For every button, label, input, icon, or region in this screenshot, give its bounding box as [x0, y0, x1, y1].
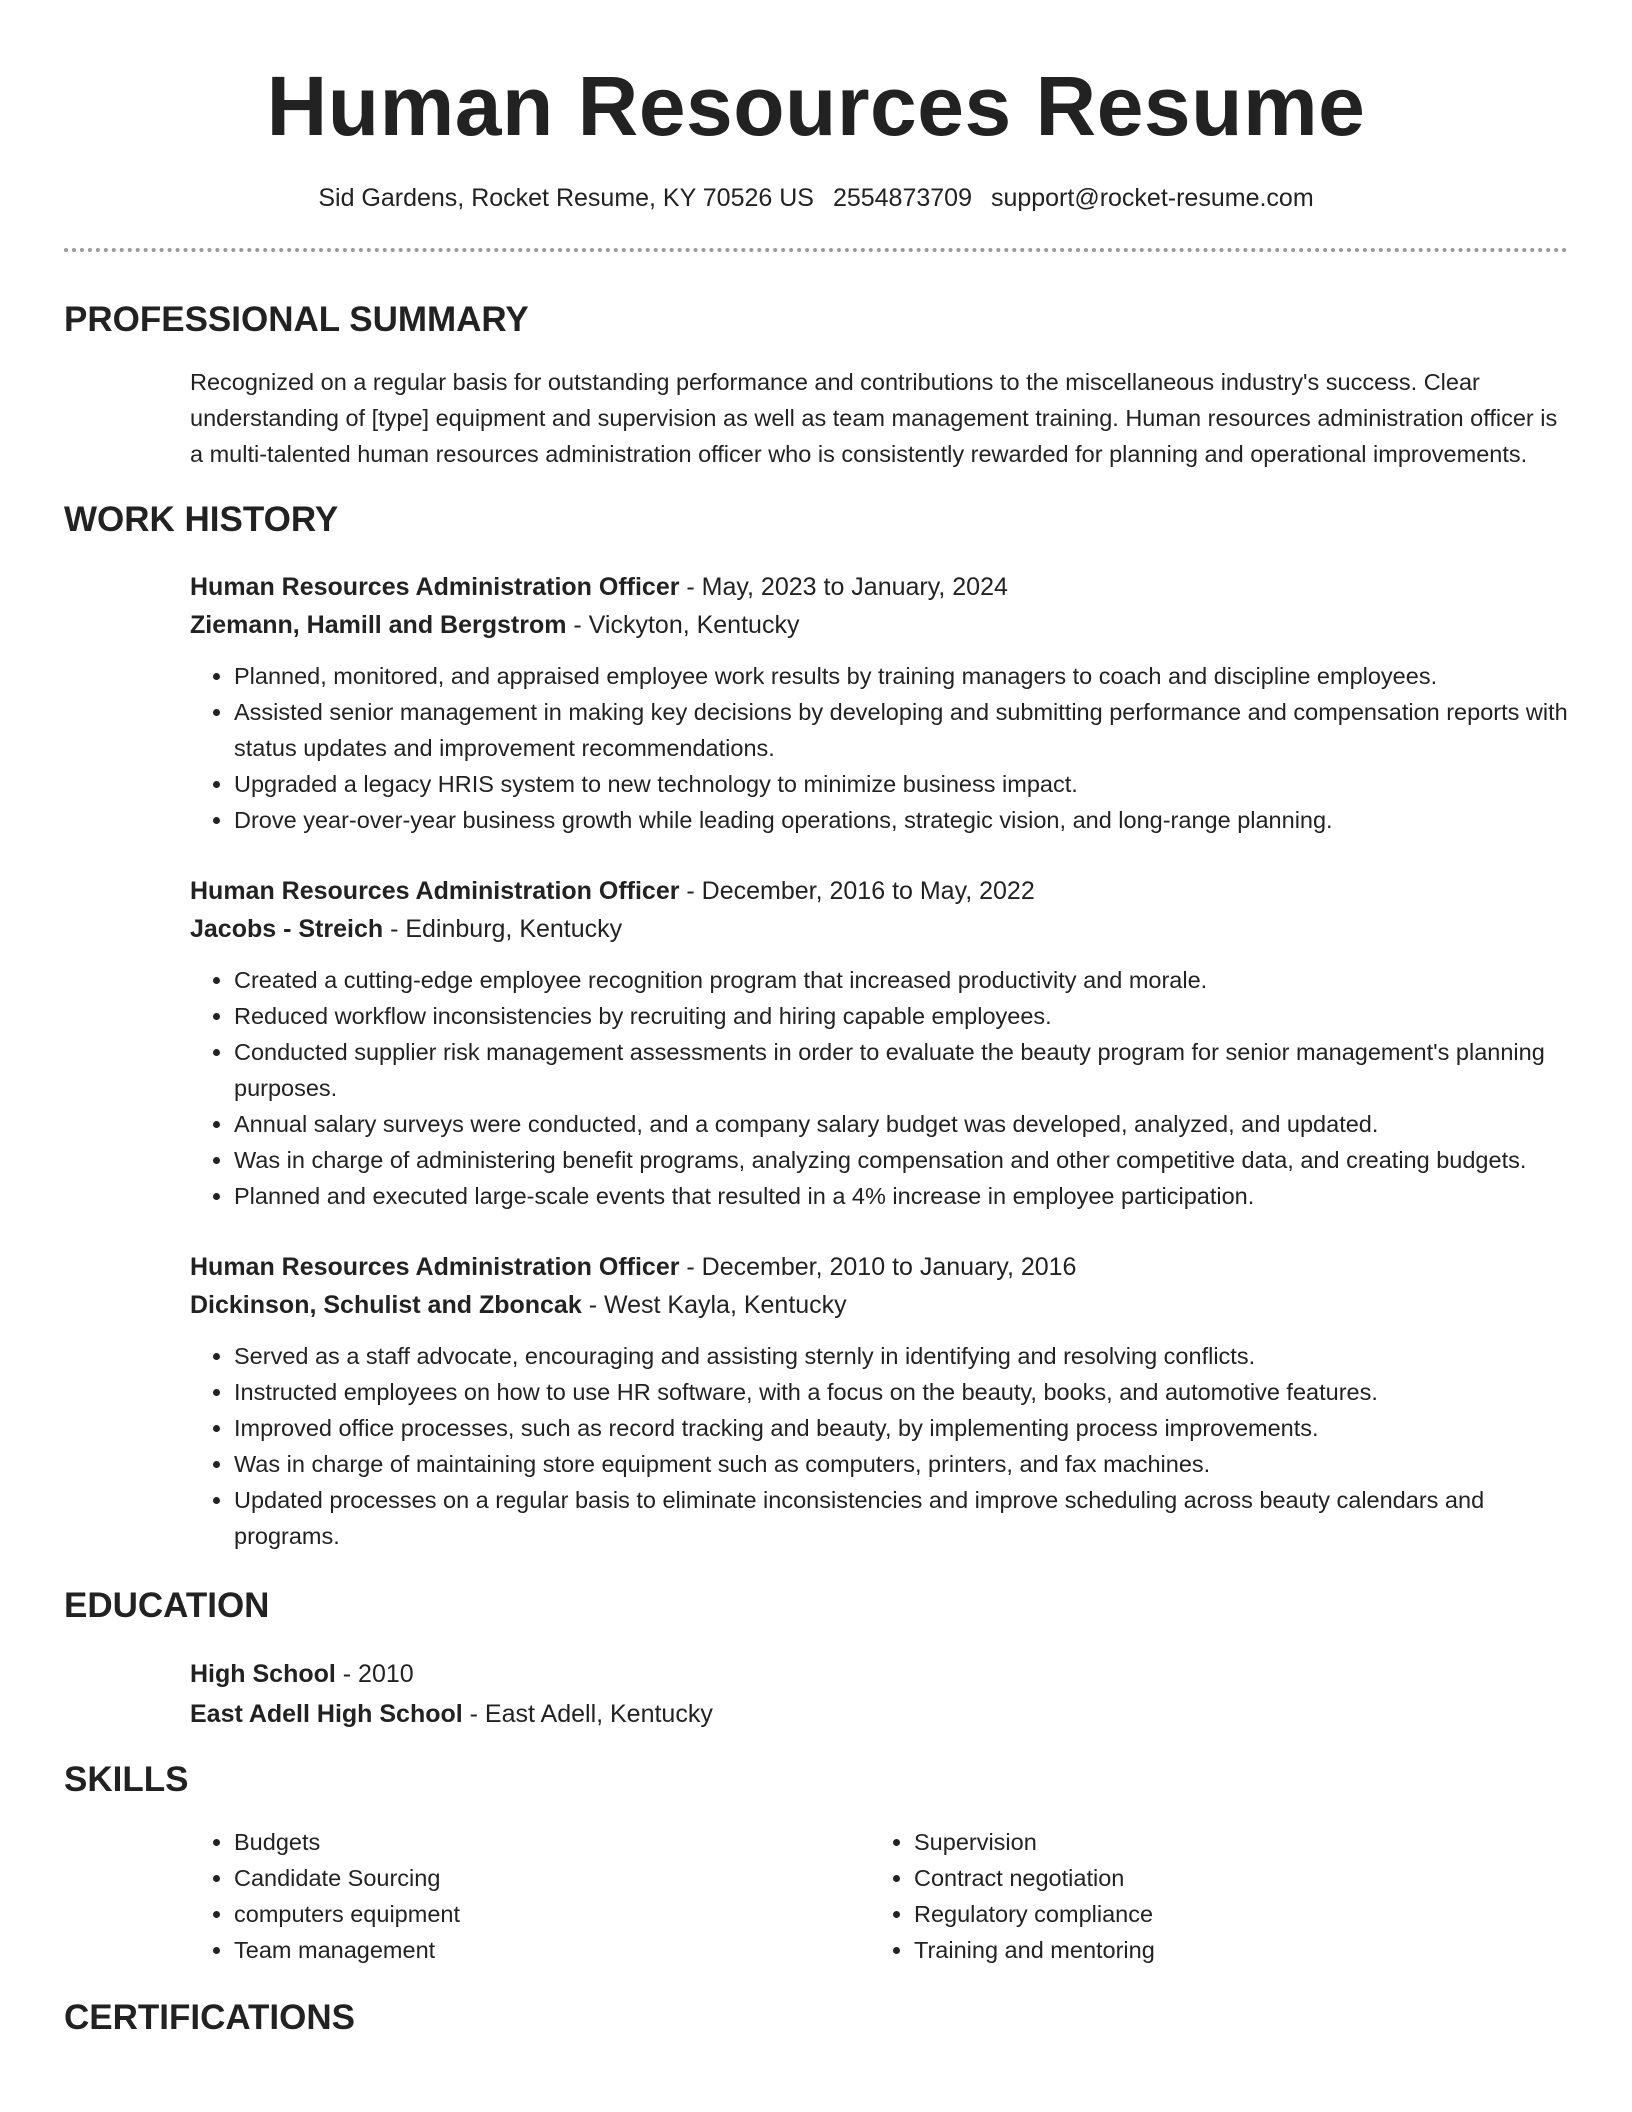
- job-company-line: [190, 606, 1568, 644]
- contact-address: Sid Gardens, Rocket Resume, KY 70526 US: [318, 184, 814, 212]
- job-bullet: • Improved office processes, such as record tracking and beauty, by implementing process improvements.: [234, 1410, 1568, 1446]
- job-bullet: • Served as a staff advocate, encouraging and assisting sternly in identifying and resolving conflicts.: [234, 1338, 1568, 1374]
- skill-item: • Contract negotiation: [914, 1860, 1550, 1896]
- job-entry: [190, 872, 1568, 1214]
- job-bullet: • Was in charge of administering benefit programs, analyzing compensation and other competitive data, and creating budgets.: [234, 1142, 1568, 1178]
- education-entry: [190, 1654, 1568, 1734]
- skills-grid: [190, 1824, 1568, 1968]
- education-location: - East Adell, Kentucky: [462, 1700, 713, 1728]
- job-title: Human Resources Administration Officer: [190, 877, 680, 905]
- skill-item: • Candidate Sourcing: [234, 1860, 870, 1896]
- job-dates: - December, 2010 to January, 2016: [679, 1253, 1077, 1281]
- job-dates: - May, 2023 to January, 2024: [679, 573, 1008, 601]
- job-location: - West Kayla, Kentucky: [581, 1291, 847, 1319]
- job-title: Human Resources Administration Officer: [190, 573, 680, 601]
- education-school-line: [190, 1694, 1568, 1734]
- education-degree: High School: [190, 1660, 336, 1688]
- job-bullet: • Instructed employees on how to use HR software, with a focus on the beauty, books, and automotive features.: [234, 1374, 1568, 1410]
- skill-item: • Training and mentoring: [914, 1932, 1550, 1968]
- job-company: Dickinson, Schulist and Zboncak: [190, 1291, 582, 1319]
- job-bullet: • Annual salary surveys were conducted, and a company salary budget was developed, analyzed, and updated.: [234, 1106, 1568, 1142]
- skill-item: • Budgets: [234, 1824, 870, 1860]
- education-school: East Adell High School: [190, 1700, 463, 1728]
- skill-item: • Supervision: [914, 1824, 1550, 1860]
- section-heading-work-history: WORK HISTORY: [64, 500, 339, 539]
- skill-item: • Team management: [234, 1932, 870, 1968]
- job-bullet: • Drove year-over-year business growth while leading operations, strategic vision, and long-range planning.: [234, 802, 1568, 838]
- job-bullet: • Was in charge of maintaining store equipment such as computers, printers, and fax machines.: [234, 1446, 1568, 1482]
- skills-column-left: [190, 1824, 870, 1968]
- job-entry: [190, 568, 1568, 838]
- job-bullet: • Planned and executed large-scale events that resulted in a 4% increase in employee participation.: [234, 1178, 1568, 1214]
- job-title: Human Resources Administration Officer: [190, 1253, 680, 1281]
- job-bullets: [190, 962, 1568, 1214]
- job-bullet: • Updated processes on a regular basis to eliminate inconsistencies and improve scheduling across beauty calendars and programs.: [234, 1482, 1568, 1554]
- job-bullets: [190, 658, 1568, 838]
- work-history-list: [64, 568, 1568, 1554]
- job-bullet: • Reduced workflow inconsistencies by recruiting and hiring capable employees.: [234, 998, 1568, 1034]
- job-title-line: [190, 872, 1568, 910]
- job-entry: [190, 1248, 1568, 1554]
- job-location: - Edinburg, Kentucky: [383, 915, 623, 943]
- job-dates: - December, 2016 to May, 2022: [679, 877, 1035, 905]
- contact-line: [64, 182, 1568, 214]
- job-bullets: [190, 1338, 1568, 1554]
- job-location: - Vickyton, Kentucky: [566, 611, 800, 639]
- skill-item: • Regulatory compliance: [914, 1896, 1550, 1932]
- job-company: Jacobs - Streich: [190, 915, 384, 943]
- contact-phone: 2554873709: [832, 184, 972, 212]
- section-heading-certifications: CERTIFICATIONS: [64, 1998, 356, 2037]
- job-title-line: [190, 568, 1568, 606]
- section-heading-education: EDUCATION: [64, 1586, 270, 1625]
- job-bullet: • Created a cutting-edge employee recognition program that increased productivity and morale.: [234, 962, 1568, 998]
- resume-title: Human Resources Resume: [266, 59, 1366, 153]
- section-heading-summary: PROFESSIONAL SUMMARY: [64, 300, 529, 339]
- section-heading-skills: SKILLS: [64, 1760, 189, 1799]
- education-year: - 2010: [335, 1660, 414, 1688]
- skills-column-right: [870, 1824, 1550, 1968]
- job-bullet: • Upgraded a legacy HRIS system to new technology to minimize business impact.: [234, 766, 1568, 802]
- job-company: Ziemann, Hamill and Bergstrom: [190, 611, 567, 639]
- contact-email: support@rocket-resume.com: [990, 184, 1314, 212]
- job-bullet: • Planned, monitored, and appraised employee work results by training managers to coach and discipline employees.: [234, 658, 1568, 694]
- job-company-line: [190, 1286, 1568, 1324]
- job-company-line: [190, 910, 1568, 948]
- summary-text: Recognized on a regular basis for outstanding performance and contributions to the miscellaneous industry's success. Clear understanding of [type] equipment and supervision as well as team management training. Human resources administration officer is a multi-talented human resources administration officer who is consistently rewarded for planning and operational improvements.: [190, 369, 1558, 467]
- job-bullet: • Assisted senior management in making key decisions by developing and submitting performance and compensation reports with status updates and improvement recommendations.: [234, 694, 1568, 766]
- job-title-line: [190, 1248, 1568, 1286]
- skill-item: • computers equipment: [234, 1896, 870, 1932]
- education-degree-line: [190, 1654, 1568, 1694]
- job-bullet: • Conducted supplier risk management assessments in order to evaluate the beauty program for senior management's planning purposes.: [234, 1034, 1568, 1106]
- header-divider: [64, 248, 1568, 252]
- resume-page: [64, 0, 1568, 2040]
